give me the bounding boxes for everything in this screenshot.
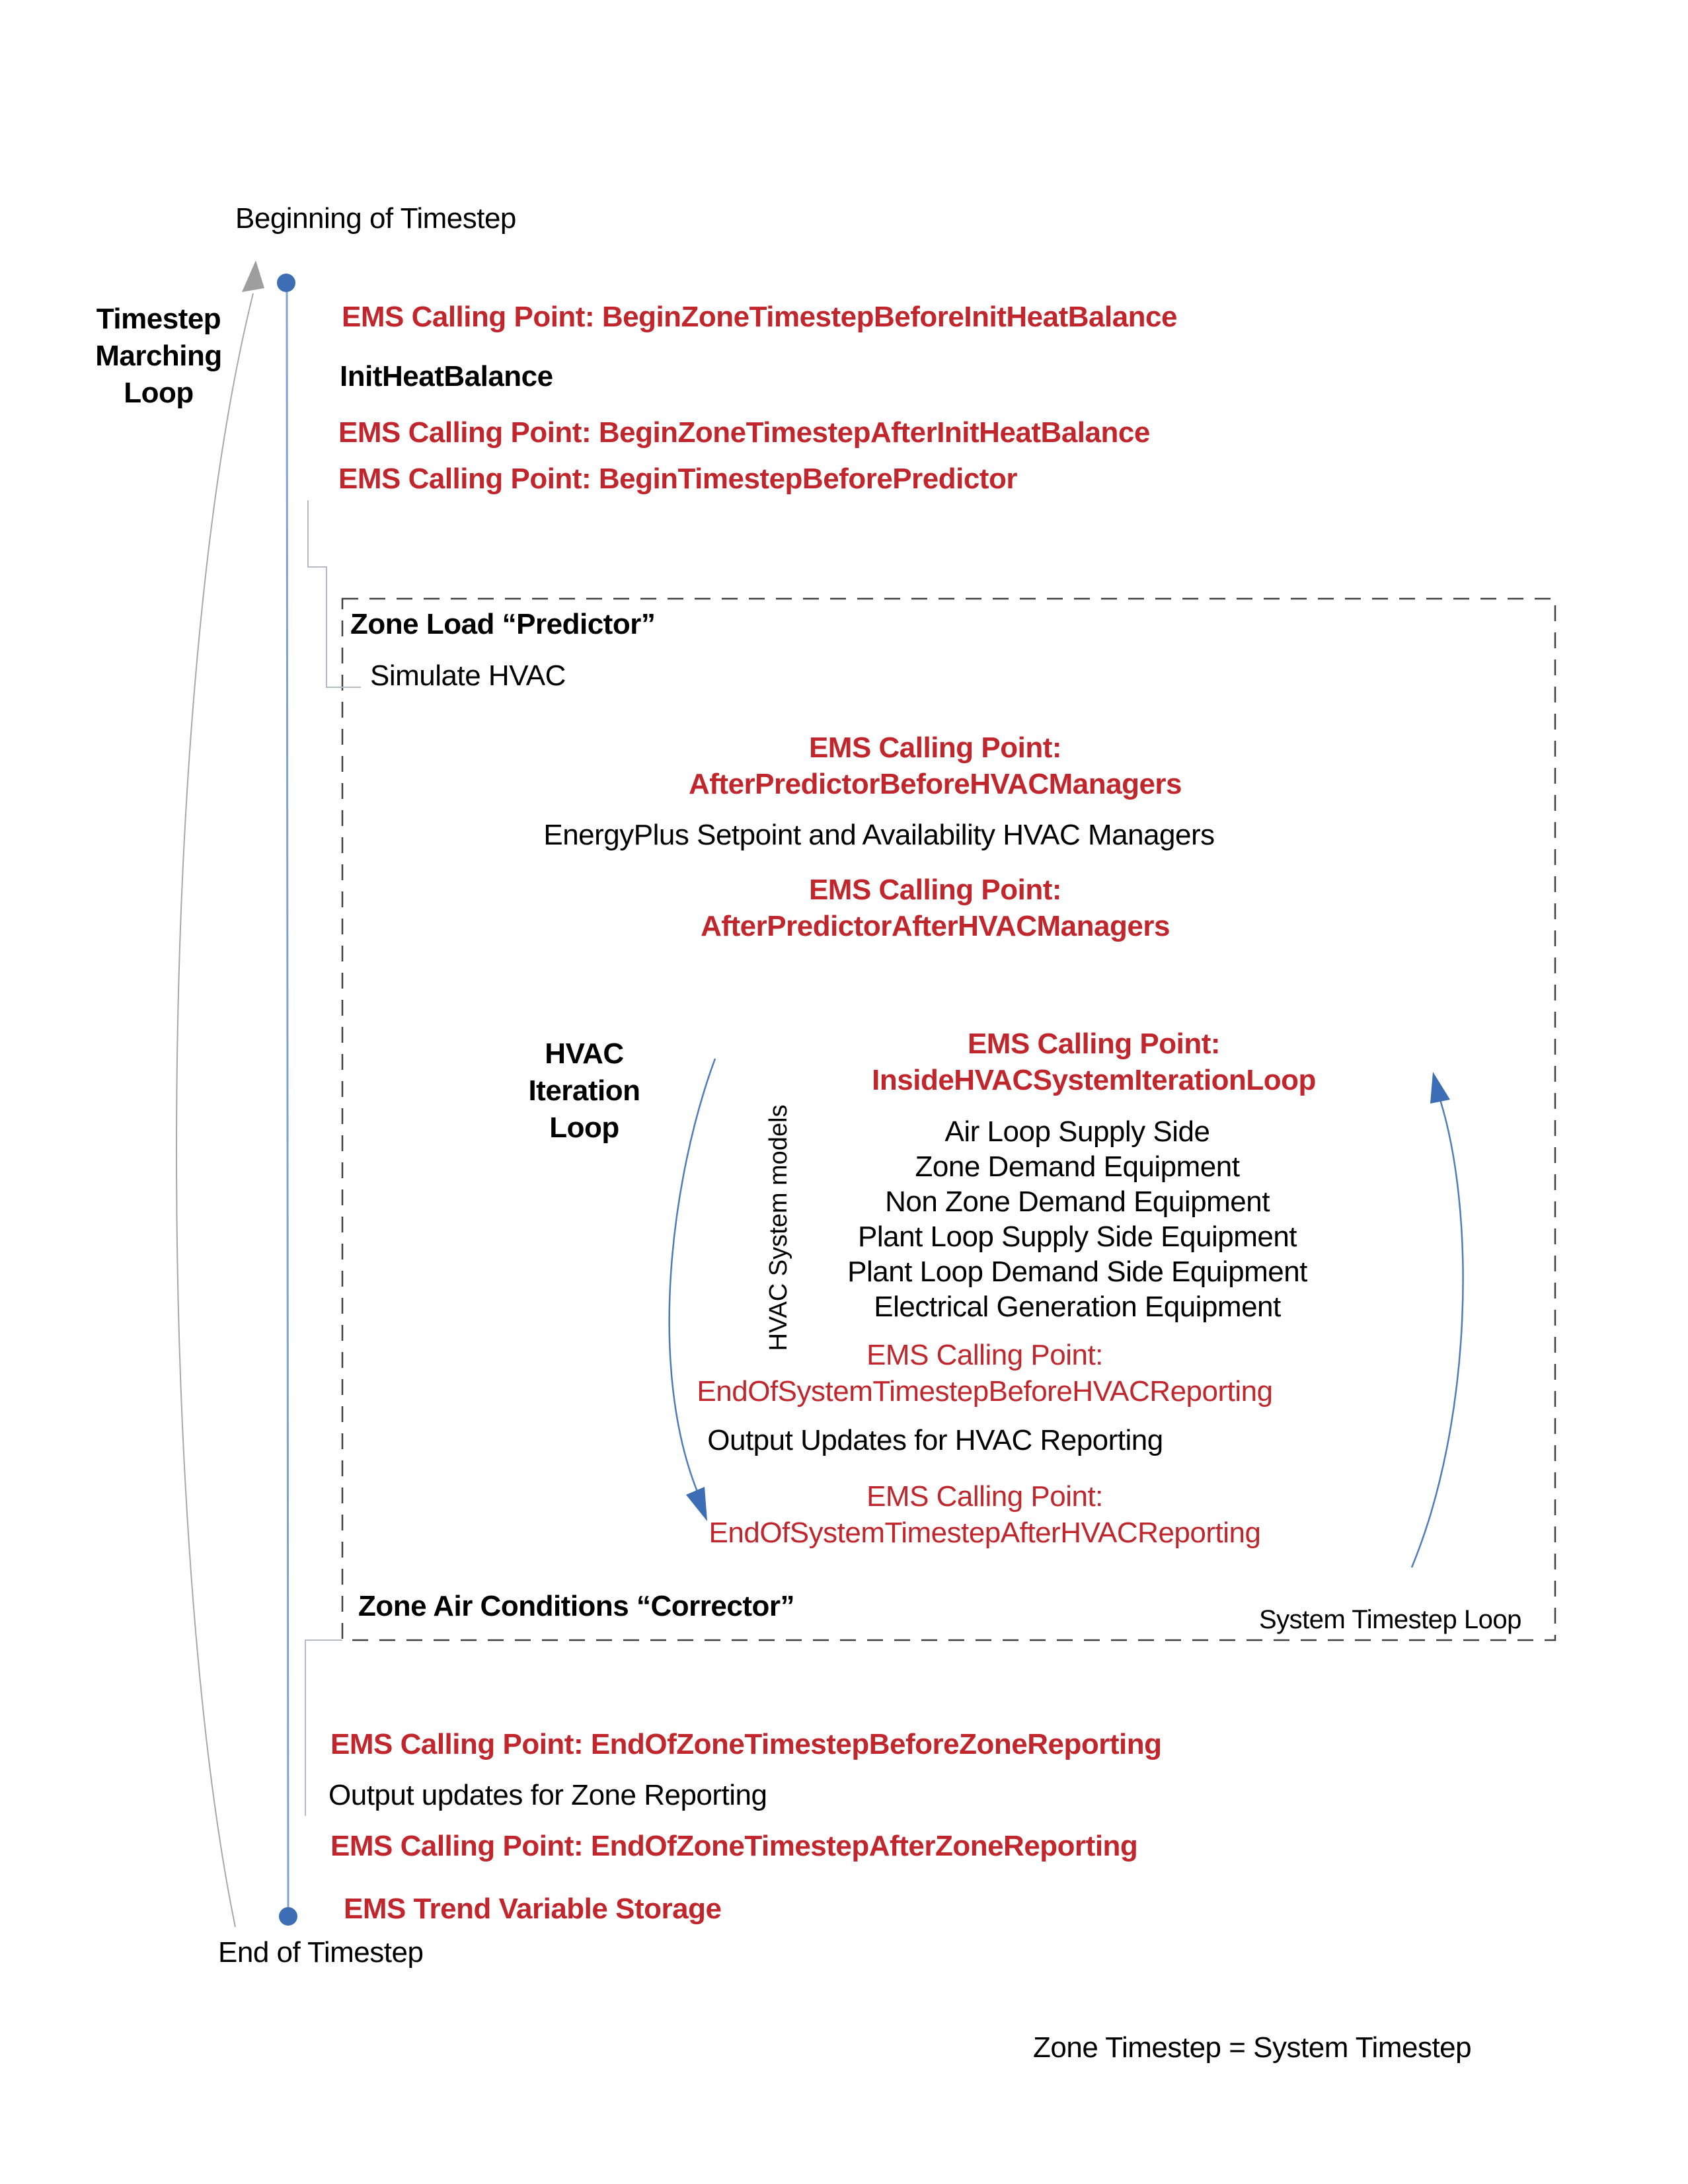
ems-begin-before-predictor: EMS Calling Point: BeginTimestepBeforePredictor xyxy=(338,463,1017,495)
ems-line: AfterPredictorBeforeHVACManagers xyxy=(688,768,1182,800)
ems-trend-variable-storage: EMS Trend Variable Storage xyxy=(344,1893,722,1925)
timestep-end-dot-icon xyxy=(279,1907,297,1926)
list-item: Plant Loop Supply Side Equipment xyxy=(857,1221,1297,1253)
output-updates-hvac-label: Output Updates for HVAC Reporting xyxy=(707,1424,1163,1456)
ems-inside-hvac-iteration-loop xyxy=(872,1026,1316,1098)
output-updates-zone-label: Output updates for Zone Reporting xyxy=(328,1779,767,1811)
timestep-marching-loop-line: Timestep xyxy=(96,303,221,335)
up-arrow-blue-icon xyxy=(1430,1072,1450,1104)
ems-line: EndOfSystemTimestepBeforeHVACReporting xyxy=(697,1375,1273,1408)
zone-equals-system-note: Zone Timestep = System Timestep xyxy=(1033,2031,1472,2064)
hvac-iteration-loop-line: Loop xyxy=(549,1111,619,1144)
hvac-iteration-up-curve xyxy=(1412,1094,1463,1567)
list-item: Non Zone Demand Equipment xyxy=(885,1186,1270,1218)
ems-line: EndOfSystemTimestepAfterHVACReporting xyxy=(709,1517,1261,1549)
list-item: Air Loop Supply Side xyxy=(944,1115,1210,1148)
ems-end-system-before-reporting xyxy=(697,1337,1272,1410)
ems-after-predictor-before-managers xyxy=(689,730,1182,802)
list-item: Zone Demand Equipment xyxy=(915,1150,1240,1183)
init-heat-balance-label: InitHeatBalance xyxy=(340,360,553,393)
zone-load-predictor-label: Zone Load “Predictor” xyxy=(350,608,656,640)
ems-after-predictor-after-managers xyxy=(701,872,1170,944)
hvac-iteration-loop-label xyxy=(528,1036,640,1147)
system-timestep-loop-label: System Timestep Loop xyxy=(1259,1605,1521,1634)
up-arrow-icon xyxy=(242,260,264,292)
timestep-span-line xyxy=(287,284,288,1915)
hvac-iteration-loop-line: Iteration xyxy=(528,1074,640,1107)
ems-line: EMS Calling Point: xyxy=(866,1480,1103,1513)
list-item: Plant Loop Demand Side Equipment xyxy=(847,1256,1307,1288)
ems-line: EMS Calling Point: xyxy=(866,1339,1103,1371)
timestep-marching-loop-label xyxy=(95,301,222,412)
beginning-of-timestep-label: Beginning of Timestep xyxy=(235,202,516,235)
ems-line: EMS Calling Point: xyxy=(808,874,1062,906)
energyplus-managers-label: EnergyPlus Setpoint and Availability HVAC Managers xyxy=(543,819,1215,851)
predictor-connector-line xyxy=(308,500,361,687)
simulate-hvac-label: Simulate HVAC xyxy=(370,659,566,692)
ems-end-zone-before-reporting: EMS Calling Point: EndOfZoneTimestepBeforeZoneReporting xyxy=(330,1728,1162,1760)
zone-air-corrector-label: Zone Air Conditions “Corrector” xyxy=(358,1590,794,1622)
timestep-marching-loop-curve xyxy=(176,293,253,1927)
hvac-system-models-label: HVAC System models xyxy=(765,1104,792,1351)
ems-line: EMS Calling Point: xyxy=(808,732,1062,764)
ems-line: EMS Calling Point: xyxy=(967,1028,1221,1060)
ems-end-zone-after-reporting: EMS Calling Point: EndOfZoneTimestepAfterZoneReporting xyxy=(330,1830,1138,1862)
timestep-start-dot-icon xyxy=(277,274,295,292)
ems-line: InsideHVACSystemIterationLoop xyxy=(872,1064,1316,1096)
ems-begin-zone-before-init: EMS Calling Point: BeginZoneTimestepBeforeInitHeatBalance xyxy=(342,301,1177,333)
ems-line: AfterPredictorAfterHVACManagers xyxy=(701,910,1170,942)
ems-end-system-after-reporting xyxy=(709,1478,1261,1551)
hvac-system-equipment-list xyxy=(847,1114,1307,1324)
timestep-marching-loop-line: Loop xyxy=(124,377,194,409)
timestep-marching-loop-line: Marching xyxy=(95,340,222,372)
end-of-timestep-label: End of Timestep xyxy=(218,1936,424,1969)
list-item: Electrical Generation Equipment xyxy=(874,1291,1281,1323)
ems-begin-zone-after-init: EMS Calling Point: BeginZoneTimestepAfterInitHeatBalance xyxy=(338,416,1150,449)
down-arrow-icon xyxy=(686,1487,707,1521)
hvac-iteration-loop-line: HVAC xyxy=(545,1037,624,1070)
